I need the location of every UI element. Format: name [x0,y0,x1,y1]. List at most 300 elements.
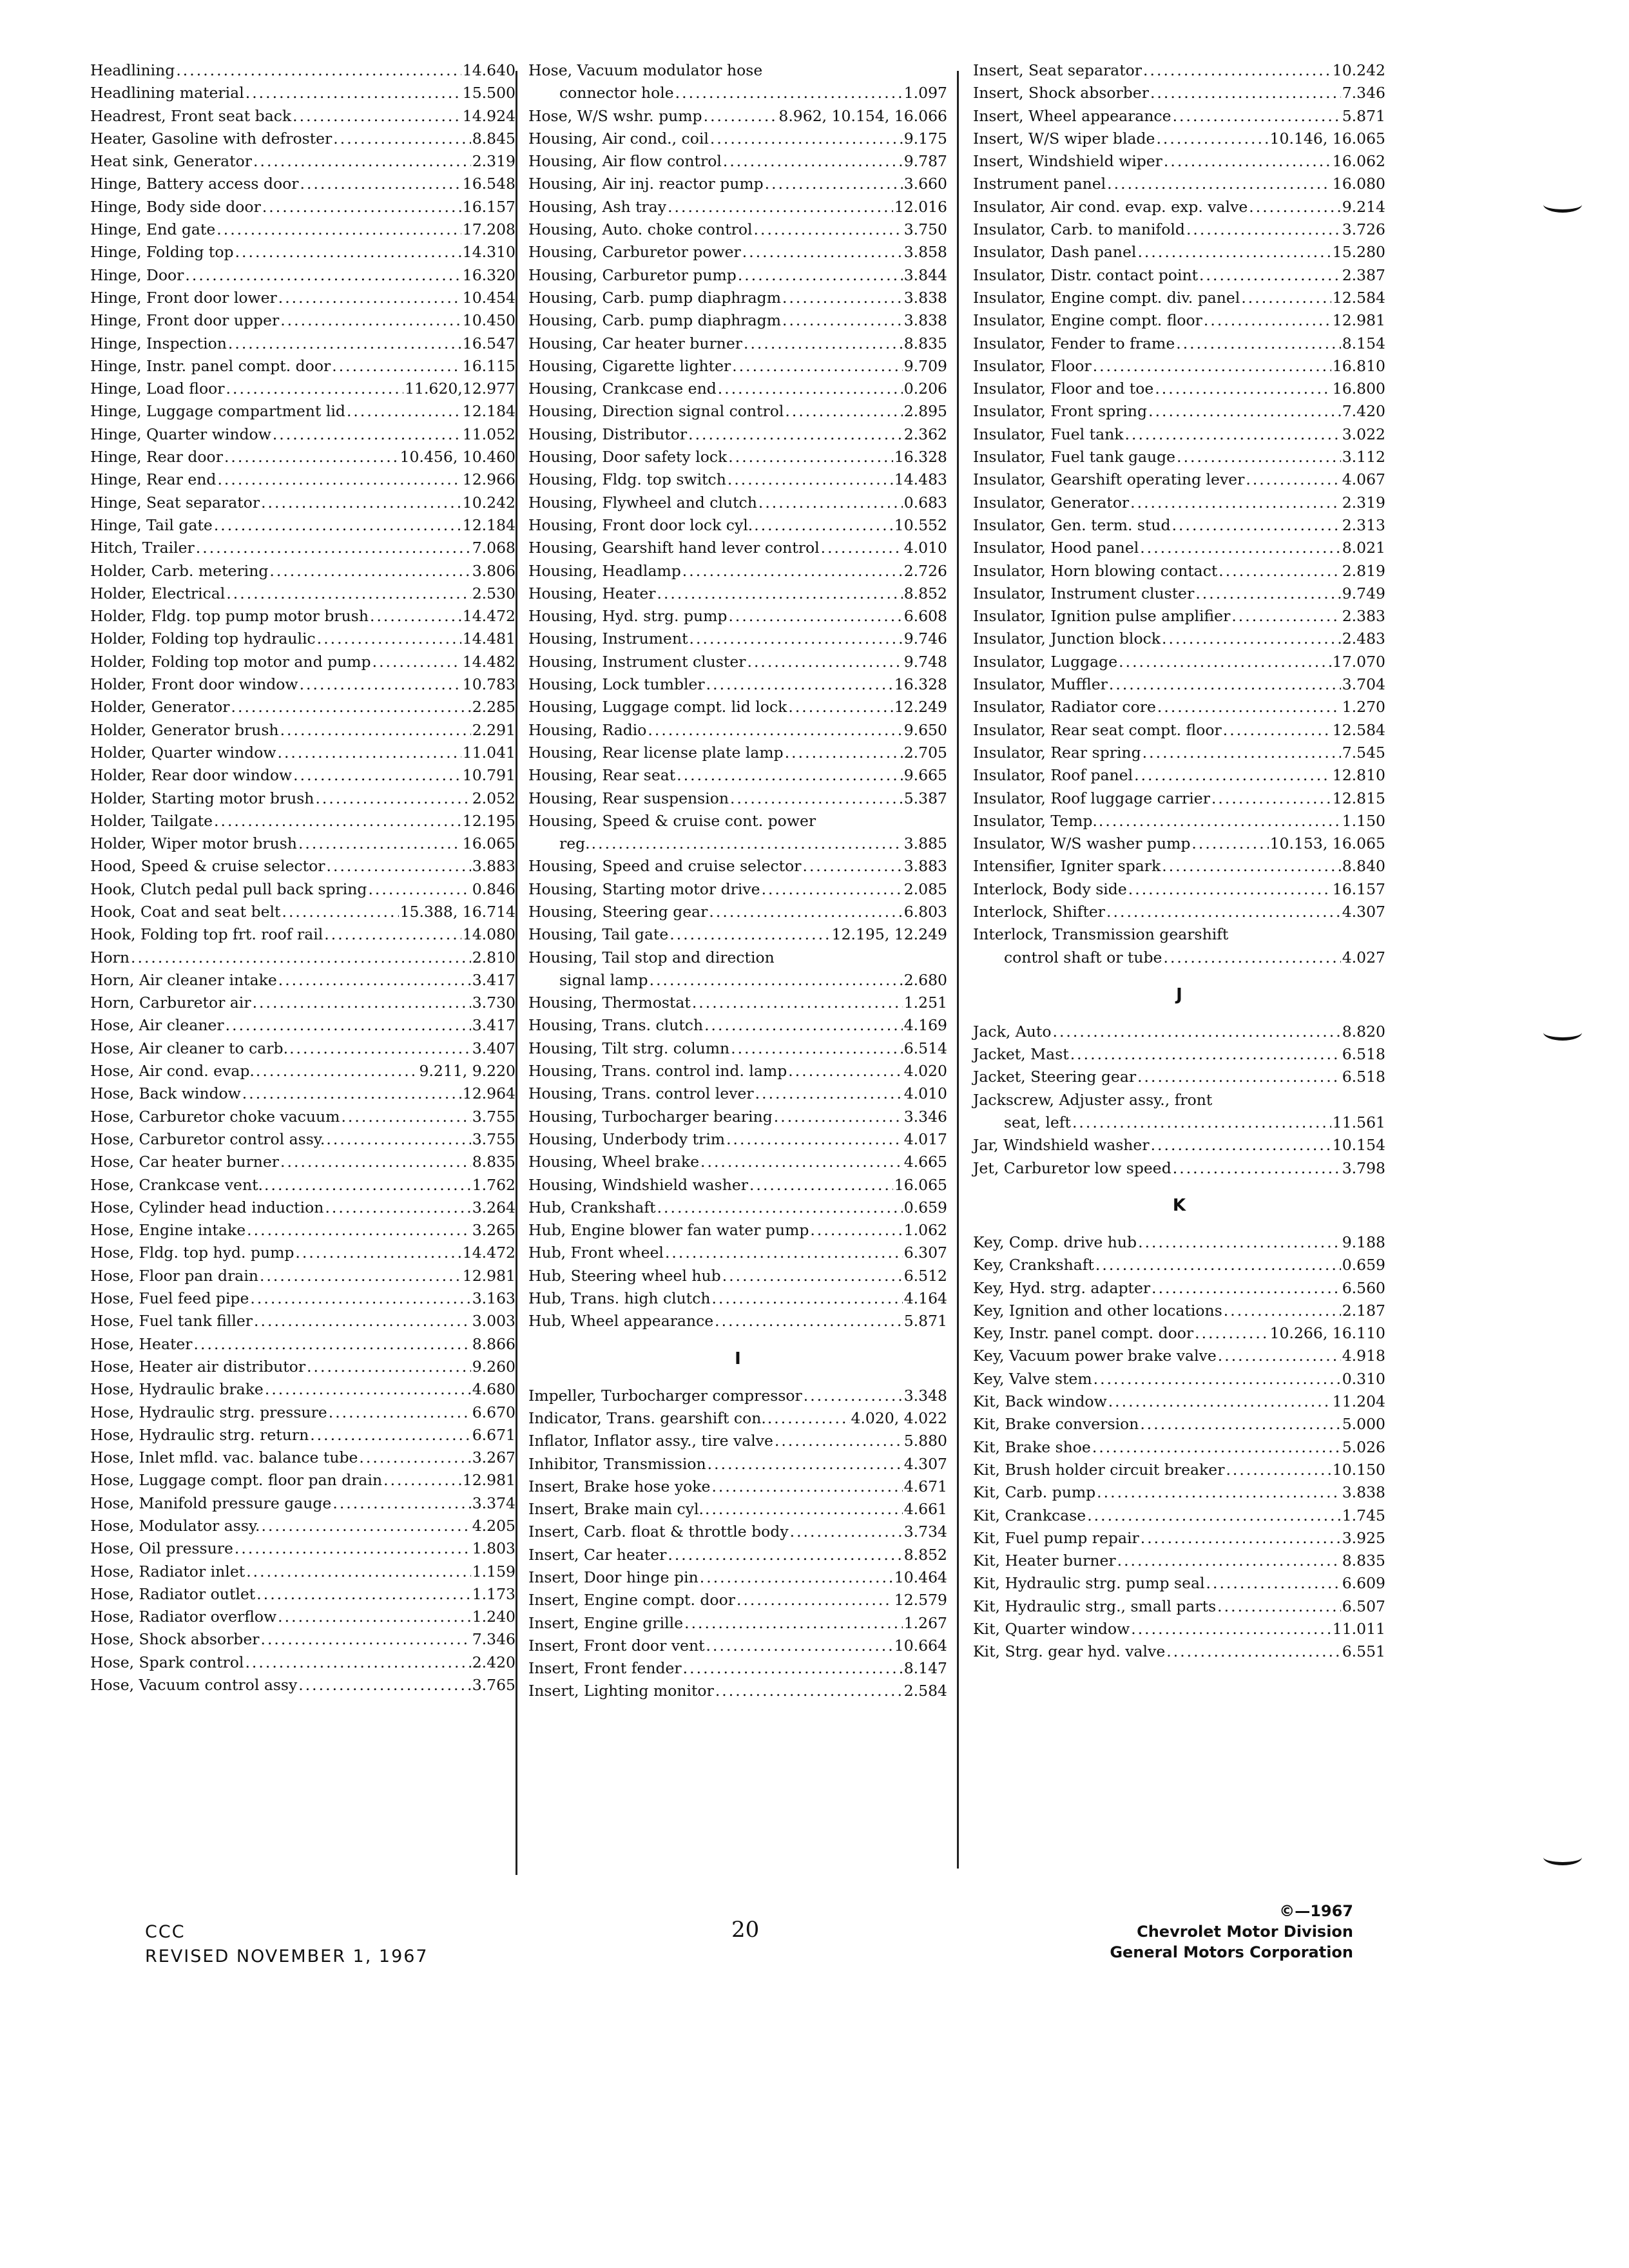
entry-page-ref: 15.388, 16.714 [400,902,516,921]
leader-dots [262,196,461,218]
leader-dots [1143,59,1331,82]
entry-page-ref: 14.924 [462,106,516,125]
leader-dots [732,355,902,378]
leader-dots [253,992,471,1014]
entry-name: Intensifier, Igniter spark [973,857,1161,876]
entry-page-ref: 10.464 [894,1568,947,1586]
entry-name: Jack, Auto [973,1022,1052,1041]
entry-page-ref: 3.348 [903,1386,947,1405]
entry-page-ref: 12.964 [462,1084,516,1103]
index-entry [90,287,516,309]
entry-name: Headrest, Front seat back [90,106,292,125]
entry-page-ref: 9.211, 9.220 [419,1062,516,1081]
entry-name: Hose, Luggage compt. floor pan drain [90,1471,383,1490]
index-entry [90,355,516,378]
entry-name: Holder, Folding top hydraulic [90,629,316,648]
entry-name: Key, Hyd. strg. adapter [973,1278,1151,1297]
leader-dots [298,832,461,855]
index-entry [90,59,516,82]
entry-name: Hose, Hydraulic brake [90,1380,264,1399]
leader-dots [341,1106,470,1128]
leader-dots [1137,1066,1341,1088]
entry-page-ref: 12.981 [1332,311,1385,330]
leader-dots [260,1628,470,1651]
entry-name: Insert, Seat separator [973,61,1142,79]
entry-page-ref: 9.188 [1342,1233,1385,1251]
entry-name: Key, Comp. drive hub [973,1233,1137,1251]
entry-page-ref: 14.472 [462,1244,516,1262]
entry-name: Housing, Flywheel and clutch [528,493,757,512]
index-entry-heading: Housing, Speed & cruise cont. power [528,811,816,830]
entry-page-ref: 16.547 [462,334,516,352]
index-entry [528,378,947,400]
entry-page-ref: 2.420 [472,1653,516,1671]
entry-name: Insulator, Hood panel [973,539,1139,557]
leader-dots [280,1151,471,1173]
index-entry [973,582,1385,605]
index-entry [90,1583,516,1606]
leader-dots [327,855,471,878]
entry-page-ref: 10.154 [1332,1136,1385,1155]
leader-dots [804,1385,903,1407]
entry-page-ref: 10.552 [894,515,947,534]
index-entry [90,673,516,696]
leader-dots [742,241,903,264]
entry-page-ref: 1.173 [472,1584,516,1603]
leader-dots [1130,492,1341,514]
entry-page-ref: 4.010 [903,1084,947,1103]
index-entry [528,218,947,241]
entry-name: Insulator, Junction block [973,629,1161,648]
entry-name: Hose, Shock absorber [90,1630,260,1649]
index-entry [528,1242,947,1264]
leader-dots [1094,1368,1341,1390]
entry-name: Hub, Trans. high clutch [528,1289,711,1308]
entry-name: Hinge, Front door lower [90,288,277,307]
entry-name: Housing, Lock tumbler [528,675,705,694]
leader-dots [280,719,471,742]
entry-name: Hub, Front wheel [528,1244,664,1262]
entry-name: Holder, Wiper motor brush [90,834,297,853]
entry-page-ref: 8.147 [903,1659,947,1678]
index-entry-heading: Housing, Tail stop and direction [528,948,775,966]
entry-name: Kit, Strg. gear hyd. valve [973,1642,1166,1661]
index-entry [528,173,947,195]
entry-name: Insulator, Generator [973,493,1130,512]
index-entry [528,468,947,491]
index-entry [973,309,1385,332]
leader-dots [280,309,461,332]
leader-dots [790,1521,903,1543]
index-entry [528,355,947,378]
index-entry [973,651,1385,673]
index-column-2 [528,59,947,1703]
index-entry [973,218,1385,241]
index-entry [90,1106,516,1128]
entry-name: Hose, Heater [90,1334,193,1353]
leader-dots [1156,128,1268,150]
leader-dots [278,1606,471,1628]
index-entry [973,400,1385,423]
entry-page-ref: 8.154 [1342,334,1385,352]
entry-name: Housing, Rear seat [528,766,676,785]
index-entry [90,1356,516,1378]
index-entry [973,1254,1385,1276]
entry-name: Key, Ignition and other locations [973,1301,1222,1320]
leader-dots [185,264,461,287]
entry-name: Insulator, Air cond. evap. exp. valve [973,197,1248,216]
entry-name: Hose, Radiator overflow [90,1608,277,1626]
footer-copyright: ©—1967 [1279,1902,1353,1920]
index-entry [90,651,516,673]
leader-dots [1087,1504,1341,1527]
entry-page-ref: 3.730 [472,994,516,1012]
entry-name: Hub, Crankshaft [528,1198,656,1216]
entry-name: Housing, Distributor [528,425,688,443]
leader-dots [264,1174,471,1196]
index-entry [528,241,947,264]
leader-dots [228,332,461,355]
entry-name: Key, Instr. panel compt. door [973,1324,1194,1343]
entry-page-ref: 2.319 [1342,493,1385,512]
entry-name: Hose, Vacuum control assy [90,1676,298,1695]
leader-dots [1151,1134,1331,1157]
index-entry [90,1082,516,1105]
entry-name: seat, left [1004,1113,1071,1132]
entry-page-ref: 6.307 [903,1244,947,1262]
entry-page-ref: 10.454 [462,288,516,307]
entry-name: Jacket, Mast [973,1045,1069,1064]
leader-dots [782,287,903,309]
entry-name: Housing, Crankcase end [528,380,717,398]
entry-page-ref: 3.163 [472,1289,516,1308]
entry-page-ref: 6.514 [903,1039,947,1057]
entry-page-ref: 8.835 [903,334,947,352]
entry-name: Housing, Trans. control ind. lamp [528,1062,787,1081]
leader-dots [700,1151,903,1173]
entry-page-ref: 2.483 [1342,629,1385,648]
index-entry [90,1378,516,1401]
index-entry [528,1082,947,1105]
entry-page-ref: 10.242 [1332,61,1385,79]
index-entry [90,1424,516,1446]
entry-name: Insulator, Fender to frame [973,334,1175,352]
entry-name: Hinge, Seat separator [90,493,260,512]
leader-dots [1217,1595,1341,1618]
leader-dots [1140,1413,1340,1436]
entry-name: Insulator, Horn blowing contact [973,561,1218,580]
entry-page-ref: 0.659 [903,1198,947,1216]
entry-page-ref: 10.456, 10.460 [400,448,516,466]
entry-page-ref: 14.640 [462,61,516,79]
entry-page-ref: 3.798 [1342,1158,1385,1177]
index-entry [528,150,947,173]
leader-dots [298,1674,470,1696]
leader-dots [668,196,893,218]
leader-dots [785,400,902,423]
leader-dots [782,309,903,332]
index-entry [973,628,1385,650]
entry-page-ref: 4.661 [903,1500,947,1519]
leader-dots [785,742,903,764]
entry-page-ref: 2.680 [903,970,947,989]
entry-name: Housing, Instrument cluster [528,652,746,671]
entry-name: Holder, Front door window [90,675,298,694]
index-entry [973,1572,1385,1595]
entry-name: Housing, Luggage compt. lid lock [528,698,787,716]
entry-page-ref: 8.962, 10.154, 16.066 [778,106,947,125]
leader-dots [1241,287,1331,309]
entry-name: Kit, Carb. pump [973,1483,1096,1502]
entry-page-ref: 3.417 [472,970,516,989]
leader-dots [289,1037,471,1060]
entry-name: Hub, Engine blower fan water pump [528,1221,809,1240]
index-entry [528,128,947,150]
leader-dots [657,582,902,605]
leader-dots [718,378,903,400]
leader-dots [269,560,470,582]
leader-dots [226,378,404,400]
index-entry [973,1066,1385,1088]
leader-dots [1166,1640,1340,1663]
footer-division: Chevrolet Motor Division [1137,1923,1353,1941]
entry-page-ref: 2.085 [903,879,947,898]
index-entry [90,855,516,878]
entry-name: Instrument panel [973,175,1106,193]
index-entry [528,492,947,514]
entry-page-ref: 4.307 [1342,902,1385,921]
entry-name: Holder, Rear door window [90,766,293,785]
entry-page-ref: 2.187 [1342,1301,1385,1320]
leader-dots [1138,1231,1341,1254]
index-entry [973,423,1385,446]
entry-page-ref: 11.620,12.977 [405,380,516,398]
leader-dots [712,1287,903,1310]
leader-dots [1191,832,1268,855]
entry-page-ref: 2.291 [472,720,516,739]
index-entry [973,241,1385,264]
entry-name: Housing, Carburetor power [528,243,741,262]
leader-dots [705,1498,903,1521]
entry-name: Housing, Front door lock cyl. [528,515,753,534]
entry-name: Hose, Air cleaner [90,1016,224,1035]
leader-dots [1231,605,1340,628]
entry-page-ref: 6.671 [472,1425,516,1444]
entry-name: Hose, Spark control [90,1653,244,1671]
index-entry [528,332,947,355]
entry-name: Housing, Air cond., coil [528,129,709,148]
entry-name: Kit, Brake conversion [973,1415,1139,1434]
entry-name: Insulator, Temp. [973,811,1097,830]
entry-page-ref: 3.765 [472,1676,516,1695]
leader-dots [256,1583,470,1606]
index-entry [528,1407,947,1430]
leader-dots [682,560,903,582]
entry-page-ref: 2.362 [903,425,947,443]
leader-dots [684,1612,903,1635]
leader-dots [326,1128,470,1151]
entry-name: Housing, Carburetor pump [528,265,737,284]
entry-page-ref: 10.266, 16.110 [1269,1324,1385,1343]
index-entry [528,1106,947,1128]
leader-dots [332,355,461,378]
index-entry [90,241,516,264]
page-number: 20 [731,1917,760,1943]
entry-page-ref: 16.157 [1332,879,1385,898]
leader-dots [1131,1618,1331,1640]
index-entry [90,764,516,787]
index-entry [973,787,1385,810]
leader-dots [1218,1345,1341,1367]
index-entry [973,1436,1385,1459]
index-entry [90,400,516,423]
index-entry [973,1550,1385,1572]
index-entry [528,1566,947,1589]
index-entry [973,1134,1385,1157]
entry-name: Headlining [90,61,175,79]
entry-name: Housing, Steering gear [528,902,708,921]
entry-name: Insert, Engine compt. door [528,1591,735,1610]
entry-page-ref: 5.026 [1342,1437,1385,1456]
leader-dots [194,1333,471,1356]
leader-dots [226,1014,471,1037]
entry-page-ref: 1.150 [1342,811,1385,830]
index-entry [528,1589,947,1611]
leader-dots [762,878,903,901]
index-entry [528,446,947,468]
leader-dots [1249,196,1340,218]
leader-dots [324,923,461,946]
entry-page-ref: 3.838 [1342,1483,1385,1502]
leader-dots [1157,696,1341,718]
index-entry [973,446,1385,468]
index-entry [90,514,516,537]
entry-name: Insulator, Dash panel [973,243,1137,262]
entry-name: Inhibitor, Transmission [528,1454,706,1473]
index-entry [973,1111,1385,1134]
index-entry [90,332,516,355]
leader-dots [675,82,903,104]
entry-name: Insert, Wheel appearance [973,106,1171,125]
entry-name: Kit, Fuel pump repair [973,1528,1139,1547]
entry-page-ref: 6.518 [1342,1045,1385,1064]
leader-dots [1152,1277,1341,1300]
index-entry-heading: Jackscrew, Adjuster assy., front [973,1090,1213,1109]
entry-name: Hook, Folding top frt. roof rail [90,925,323,944]
entry-page-ref: 3.407 [472,1039,516,1057]
leader-dots [196,537,471,559]
leader-dots [1173,1157,1341,1180]
leader-dots [1093,355,1331,378]
leader-dots [1246,468,1340,491]
leader-dots [246,1561,471,1583]
index-entry [973,1277,1385,1300]
entry-name: Housing, Door safety lock [528,448,728,466]
index-entry [973,560,1385,582]
index-entry [973,128,1385,150]
entry-name: Housing, Trans. clutch [528,1016,704,1035]
entry-page-ref: 16.810 [1332,356,1385,375]
index-entry [90,832,516,855]
entry-page-ref: 4.067 [1342,470,1385,489]
index-entry [90,742,516,764]
index-entry [973,878,1385,901]
entry-page-ref: 0.659 [1342,1256,1385,1274]
entry-name: Key, Crankshaft [973,1256,1094,1274]
entry-page-ref: 3.838 [903,311,947,330]
entry-page-ref: 10.791 [462,766,516,785]
index-entry [90,218,516,241]
index-entry [973,1459,1385,1481]
punch-mark [1543,197,1582,213]
entry-page-ref: 2.584 [903,1682,947,1700]
entry-name: Insert, Door hinge pin [528,1568,699,1586]
leader-dots [657,1196,903,1219]
index-entry-heading: Interlock, Transmission gearshift [973,925,1229,944]
entry-name: Housing, Tilt strg. column [528,1039,730,1057]
index-entry [528,1310,947,1332]
index-entry [973,1300,1385,1322]
index-entry [90,1401,516,1424]
entry-page-ref: 3.660 [903,175,947,193]
entry-name: Insert, Brake main cyl. [528,1500,704,1519]
leader-dots [256,1060,418,1082]
entry-page-ref: 2.319 [472,152,516,171]
leader-dots [728,468,893,491]
index-entry [973,492,1385,514]
index-entry [90,1196,516,1219]
leader-dots [1163,947,1340,969]
leader-dots [1097,1481,1341,1504]
leader-dots [347,400,461,423]
entry-page-ref: 1.270 [1342,698,1385,716]
entry-page-ref: 14.080 [462,925,516,944]
index-entry [528,1219,947,1242]
entry-name: Housing, Turbocharger bearing [528,1107,773,1126]
entry-name: Insulator, Fuel tank gauge [973,448,1176,466]
leader-dots [728,446,893,468]
entry-name: Housing, Instrument [528,629,688,648]
leader-dots [300,173,461,195]
entry-name: Housing, Headlamp [528,561,681,580]
index-entry [528,1014,947,1037]
entry-name: Indicator, Trans. gearshift con. [528,1408,766,1427]
entry-page-ref: 6.608 [903,607,947,626]
entry-name: Insulator, Roof panel [973,766,1133,785]
leader-dots [765,173,903,195]
entry-name: Hose, W/S wshr. pump [528,106,702,125]
entry-name: Hinge, Tail gate [90,515,213,534]
entry-name: Holder, Starting motor brush [90,789,314,807]
entry-page-ref: 16.065 [894,1175,947,1194]
entry-page-ref: 3.885 [903,834,947,853]
leader-dots [1199,264,1341,287]
entry-name: Insulator, Gearshift operating lever [973,470,1245,489]
index-entry [973,1043,1385,1066]
entry-name: Housing, Air inj. reactor pump [528,175,764,193]
entry-page-ref: 4.017 [903,1129,947,1148]
entry-name: Housing, Air flow control [528,152,722,171]
entry-name: Housing, Cigarette lighter [528,356,731,375]
entry-page-ref: 1.159 [472,1562,516,1581]
index-column-1 [90,59,516,1696]
entry-page-ref: 0.310 [1342,1369,1385,1388]
entry-name: Headlining material [90,84,244,102]
leader-dots [738,264,903,287]
entry-page-ref: 0.206 [903,380,947,398]
index-entry [528,855,947,878]
index-entry [528,1475,947,1498]
